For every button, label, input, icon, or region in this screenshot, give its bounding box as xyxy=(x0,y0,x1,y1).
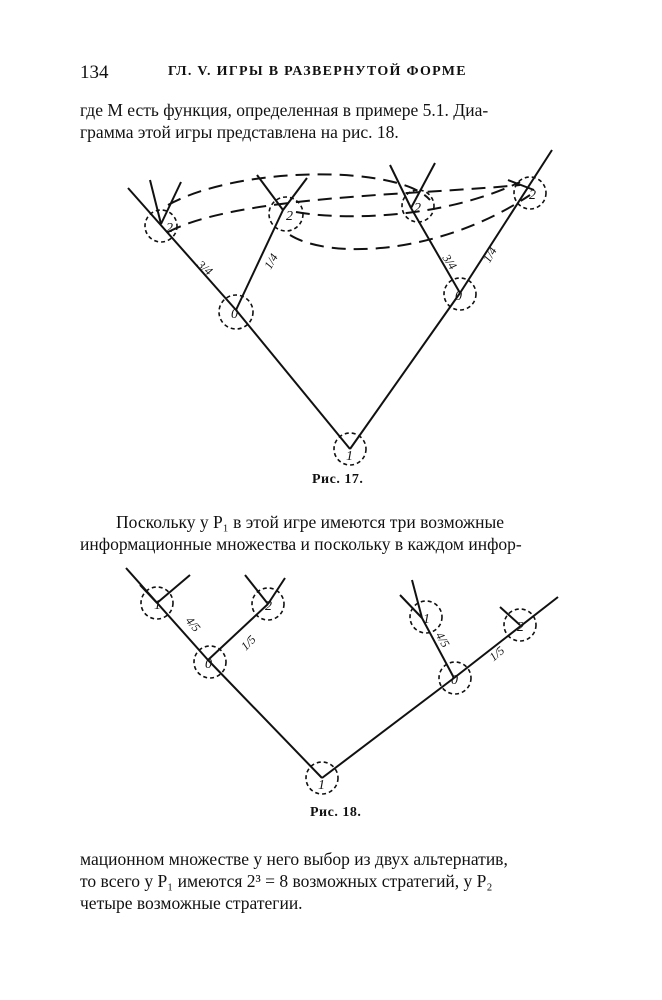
leaf-label: 2 xyxy=(414,201,421,216)
paragraph-1 xyxy=(80,99,590,143)
tree-edge xyxy=(283,178,307,210)
paragraph-line: информационные множества и поскольку в каждом инфор- xyxy=(80,534,522,554)
tree-edge xyxy=(128,188,236,310)
chance-node-label: 0 xyxy=(451,673,458,688)
leaf-label: 2 xyxy=(265,599,272,614)
tree-edge xyxy=(422,618,454,678)
tree-edge xyxy=(411,208,460,293)
tree-edge xyxy=(150,180,161,224)
chance-node-label: 0 xyxy=(455,289,462,304)
leaf-label: 1 xyxy=(423,612,430,627)
paragraph-line: мационном множестве у него выбор из двух альтернатив, xyxy=(80,849,508,869)
paragraph-2 xyxy=(80,511,590,555)
figure-17-game-tree xyxy=(0,140,662,470)
probability-label: 1/4 xyxy=(479,244,500,265)
root-label: 1 xyxy=(318,778,325,793)
information-set-line xyxy=(168,185,520,232)
paragraph-line: четыре возможные стратегии. xyxy=(80,893,303,913)
probability-label: 1/5 xyxy=(237,632,259,654)
tree-edge xyxy=(208,604,268,660)
tree-edge xyxy=(236,310,350,449)
tree-edge xyxy=(126,568,208,660)
chance-node-label: 0 xyxy=(231,307,238,322)
paragraph-line: то всего у P₁ имеются 2³ = 8 возможных стратегий, у P₂ xyxy=(80,871,493,891)
figure-18-caption: Рис. 18. xyxy=(310,805,362,820)
tree-edge xyxy=(350,293,460,449)
probability-label: 4/5 xyxy=(182,613,204,635)
tree-edge xyxy=(208,660,322,778)
paragraph-line: Поскольку у P₁ в этой игре имеются три возможные xyxy=(116,512,505,532)
leaf-label: 1 xyxy=(154,598,161,613)
leaf-label: 2 xyxy=(166,221,173,236)
root-label: 1 xyxy=(346,449,353,464)
probability-label: 4/5 xyxy=(432,629,453,650)
leaf-label: 2 xyxy=(286,209,293,224)
probability-label: 1/4 xyxy=(261,251,281,272)
probability-label: 3/4 xyxy=(439,251,460,273)
chance-node-label: 0 xyxy=(205,657,212,672)
tree-edge xyxy=(460,150,552,293)
figure-17-caption: Рис. 17. xyxy=(312,472,364,487)
page-header xyxy=(80,62,600,86)
page-number: 134 xyxy=(80,62,109,83)
running-head: ГЛ. V. ИГРЫ В РАЗВЕРНУТОЙ ФОРМЕ xyxy=(168,64,467,79)
paragraph-3 xyxy=(80,848,590,914)
tree-edge xyxy=(454,597,558,678)
tree-edge xyxy=(322,678,454,778)
tree-edge xyxy=(157,575,190,603)
leaf-label: 2 xyxy=(529,188,536,203)
paragraph-line: где M есть функция, определенная в примере 5.1. Диа- xyxy=(80,100,489,120)
probability-label: 3/4 xyxy=(194,257,216,279)
paragraph-line: грамма этой игры представлена на рис. 18. xyxy=(80,122,399,142)
figure-18-game-tree xyxy=(0,560,662,800)
leaf-label: 2 xyxy=(517,620,524,635)
probability-label: 1/5 xyxy=(486,643,508,664)
